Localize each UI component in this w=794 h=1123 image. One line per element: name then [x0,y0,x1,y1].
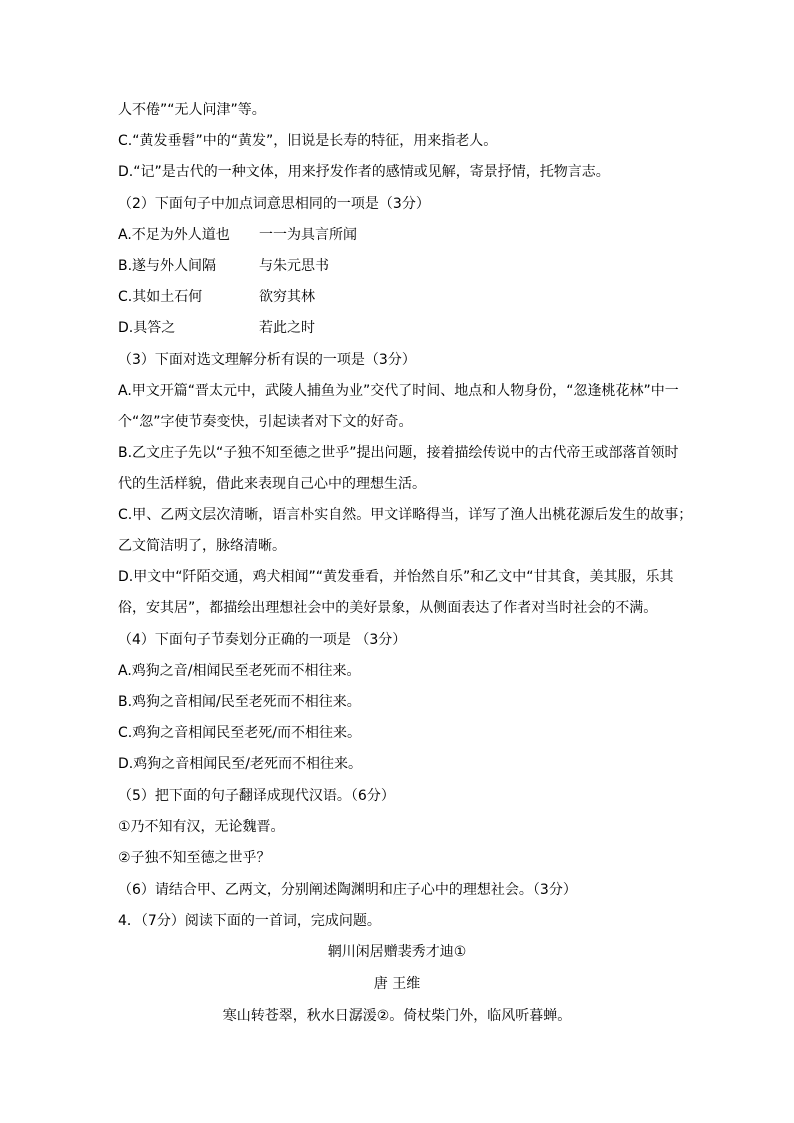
q2-option-a [118,225,708,245]
q2-option-b-left: B.遂与外人间隔 [118,258,217,274]
text-line-continuation: 人不倦”“无人问津”等。 [118,102,266,118]
question-4-stem: （4）下面句子节奏划分正确的一项是 （3分） [118,632,407,648]
q4-option-c: C.鸡狗之音相闻民至老死/而不相往来。 [118,725,361,741]
q2-option-c-left: C.其如土石何 [118,289,203,305]
q3-option-c-line1: C.甲、乙两文层次清晰，语言朴实自然。甲文详略得当，详写了渔人出桃花源后发生的故事； [118,507,693,523]
question-6-stem: （6）请结合甲、乙两文，分别阐述陶渊明和庄子心中的理想社会。（3分） [118,882,577,898]
q2-option-d-right: 若此之时 [259,320,315,336]
q5-sentence-1: ①乃不知有汉，无论魏晋。 [118,819,285,835]
q4-option-d: D.鸡狗之音相闻民至/老死而不相往来。 [118,756,362,772]
question-5-stem: （5）把下面的句子翻译成现代汉语。（6分） [118,788,395,804]
q2-option-b [118,256,708,276]
q3-option-b-line1: B.乙文庄子先以“子独不知至德之世乎”提出问题，接着描绘传说中的古代帝王或部落首领时 [118,445,679,461]
q2-option-c-right: 欲穷其林 [259,289,315,305]
q5-sentence-2: ②子独不知至德之世乎？ [118,850,271,866]
q3-option-a-line2: 个“忽”字使节奏变快，引起读者对下文的好奇。 [118,414,413,430]
q2-option-d [118,318,708,338]
q4-option-a: A.鸡狗之音/相闻民至老死而不相往来。 [118,663,361,679]
q3-option-d-line2: 俗，安其居”，都描绘出理想社会中的美好景象，从侧面表达了作者对当时社会的不满。 [118,600,658,616]
q2-option-c [118,287,708,307]
q3-option-a-line1: A.甲文开篇“晋太元中，武陵人捕鱼为业”交代了时间、地点和人物身份，“忽逢桃花林”中一 [118,383,679,399]
q3-option-d-line1: D.甲文中“阡陌交通，鸡犬相闻”“黄发垂看，并怡然自乐”和乙文中“甘其食，美其服，乐其 [118,569,674,585]
poem-title: 辋川闲居赠裴秀才迪① [327,944,467,960]
question-3-stem: （3）下面对选文理解分析有误的一项是（3分） [118,352,416,368]
poem-author: 唐 王维 [373,976,421,992]
q3-option-c-line2: 乙文简洁明了，脉络清晰。 [118,538,286,554]
poem-line-1: 寒山转苍翠，秋水日潺湲②。倚杖柴门外，临风听暮蝉。 [222,1008,572,1024]
q1-option-c: C.“黄发垂髫”中的“黄发”，旧说是长寿的特征，用来指老人。 [118,133,498,149]
q2-option-a-left: A.不足为外人道也 [118,227,230,243]
q2-option-d-left: D.具答之 [118,320,176,336]
question-2-stem: （2）下面句子中加点词意思相同的一项是（3分） [118,196,430,212]
q4-option-b: B.鸡狗之音相闻/民至老死而不相往来。 [118,694,361,710]
q1-option-d: D.“记”是古代的一种文体，用来抒发作者的感情或见解，寄景抒情，托物言志。 [118,164,610,180]
question-section-4: 4．（7分）阅读下面的一首词，完成问题。 [118,913,381,929]
q3-option-b-line2: 代的生活样貌，借此来表现自己心中的理想生活。 [118,476,426,492]
q2-option-a-right: 一一为具言所闻 [259,227,357,243]
q2-option-b-right: 与朱元思书 [259,258,329,274]
